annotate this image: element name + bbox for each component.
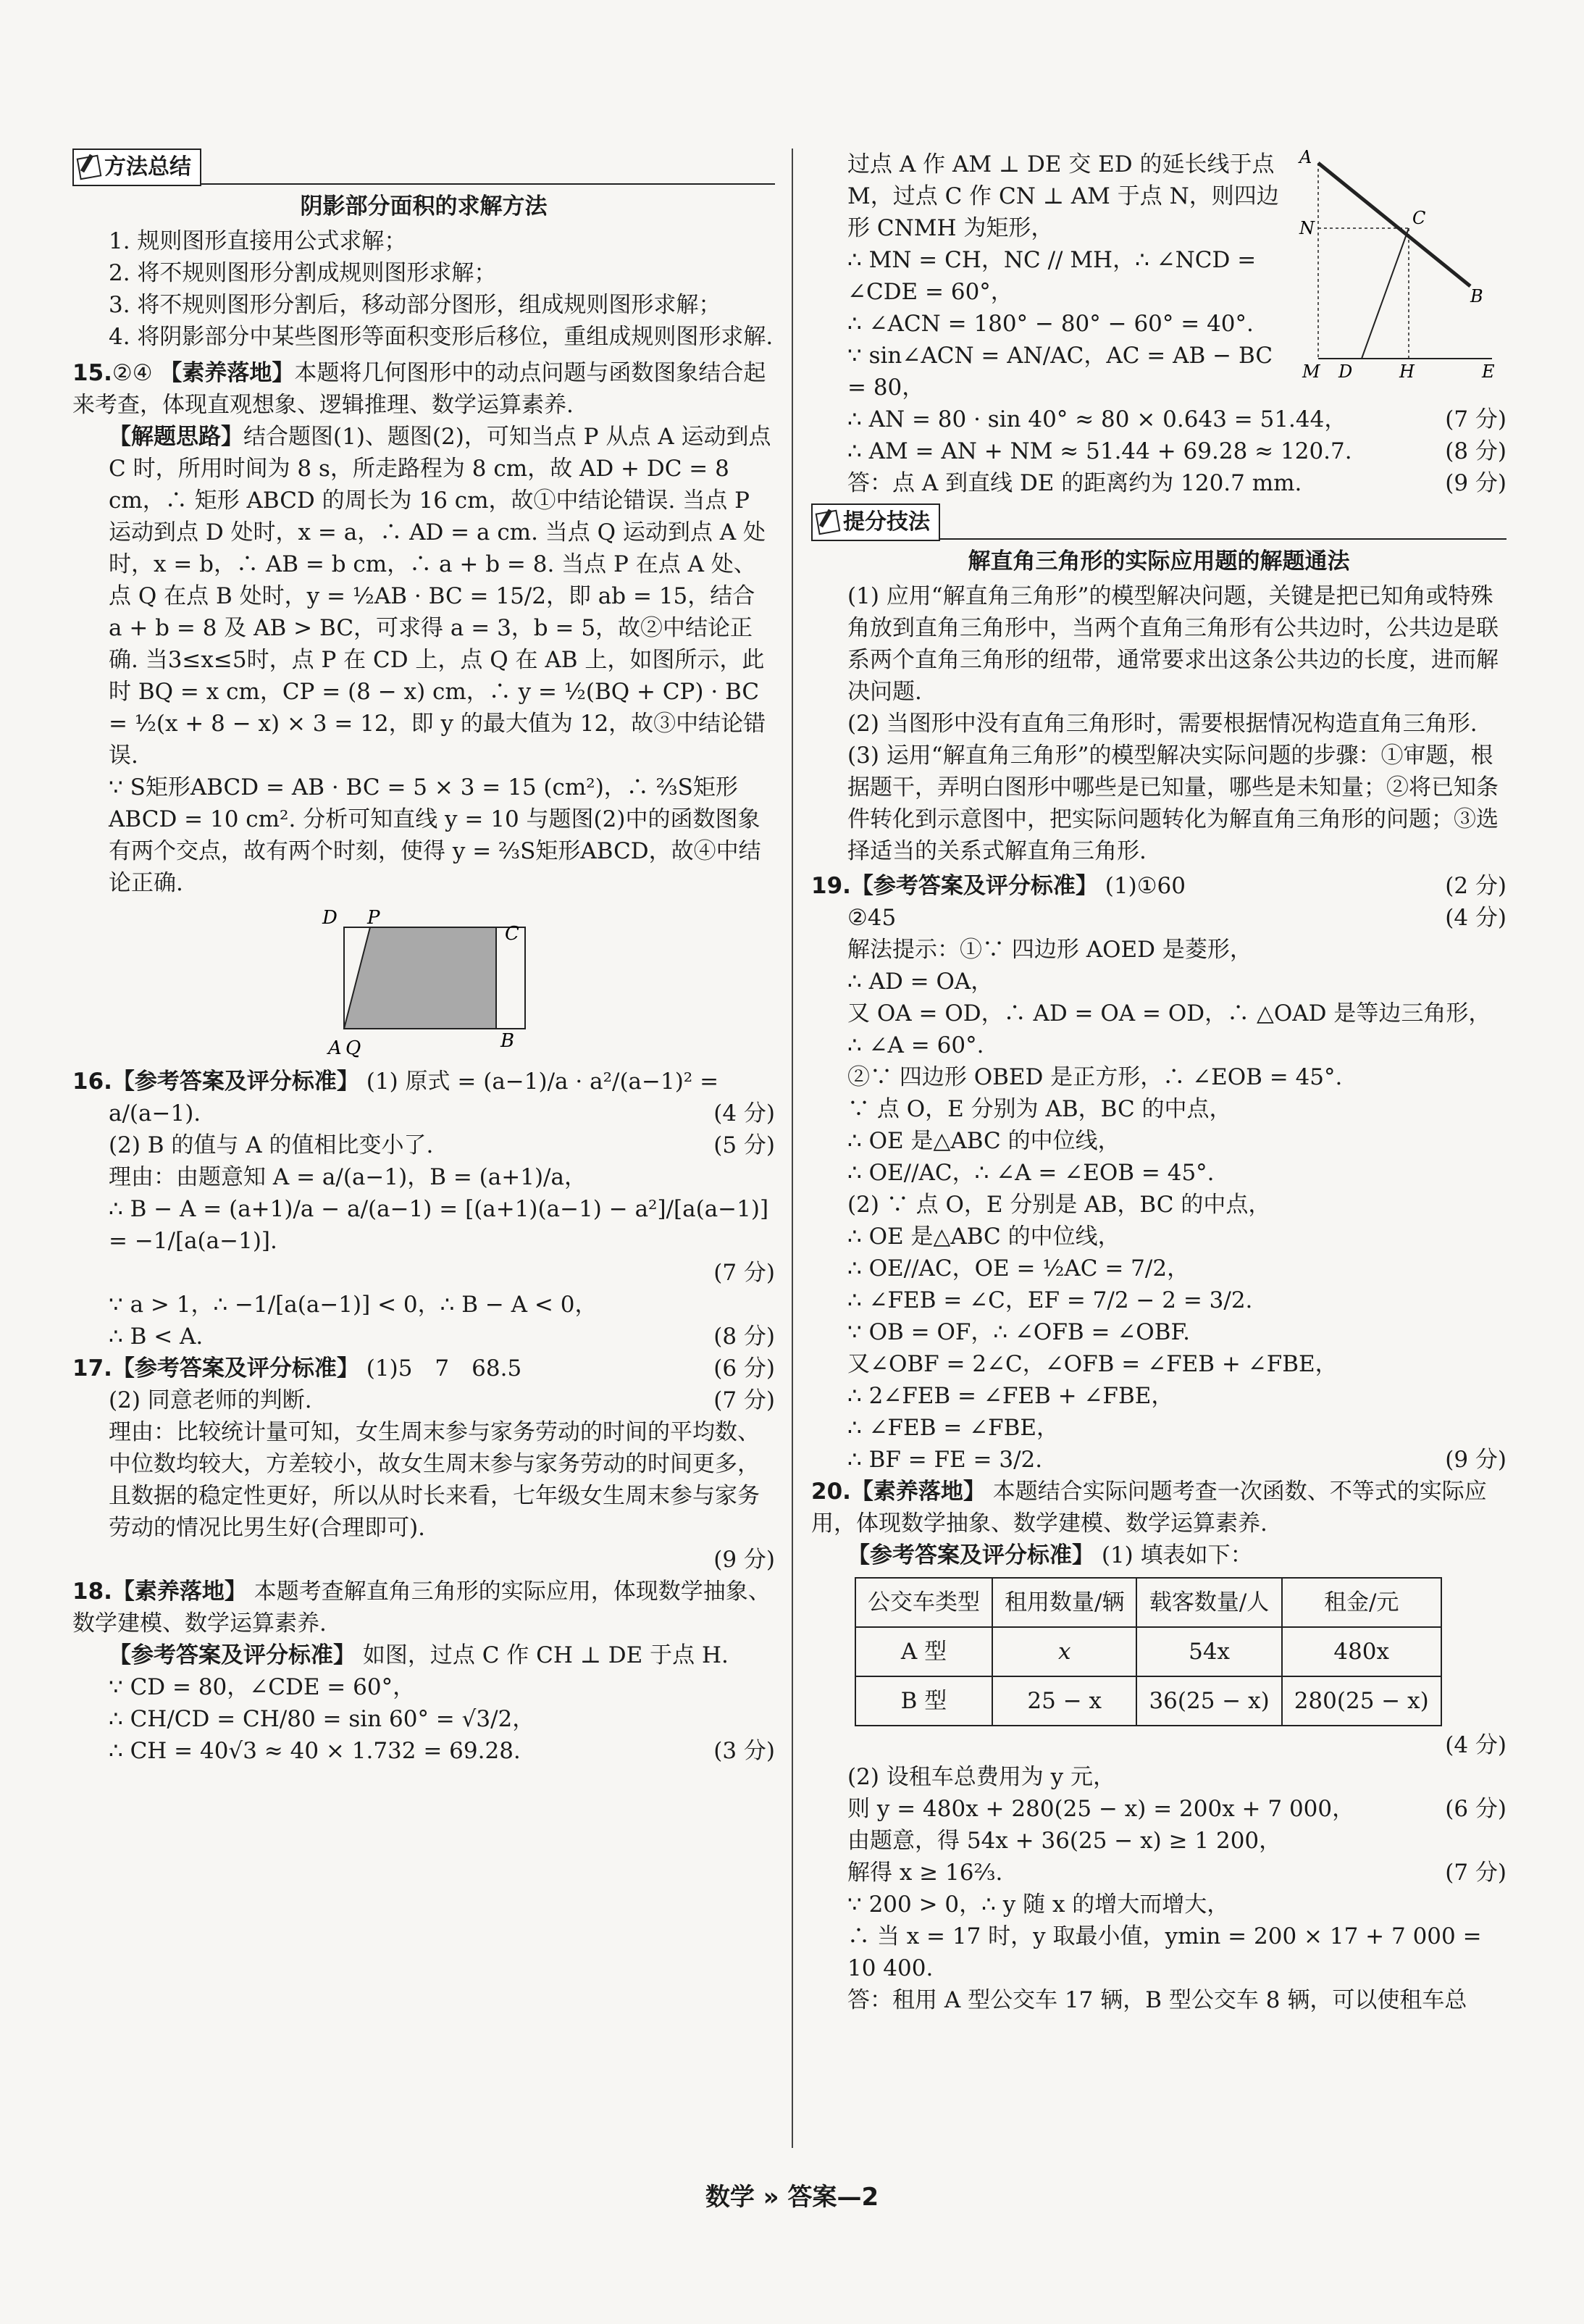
q18-line: ∴ MN = CH，NC // MH，∴ ∠NCD = ∠CDE = 60°， <box>847 247 1257 305</box>
q16-line: a/(a−1). <box>109 1100 201 1127</box>
tip-paragraph: (3) 运用“解直角三角形”的模型解决实际问题的步骤：①审题，根据题干，弄明白图形中哪些是已知量，哪些是未知量；②将已知条件转化到示意图中，把实际问题转化为解直角三角形的问题；③选择适当的关系式解直角三角形. <box>847 743 1499 864</box>
question-18-continued <box>811 149 1507 499</box>
q16-line: (1) 原式 = (a−1)/a · a²/(a−1)² = <box>366 1069 719 1095</box>
question-19 <box>811 870 1507 1476</box>
q16-score: (8 分) <box>713 1324 775 1350</box>
q19-line: ∵ OB = OF，∴ ∠OFB = ∠OBF. <box>847 1319 1191 1345</box>
q19-line: ∴ OE 是△ABC 的中位线， <box>847 1224 1120 1250</box>
q18-line: ∴ CH/CD = CH/80 = sin 60° = √3/2， <box>109 1706 535 1732</box>
q18-tag2: 【参考答案及评分标准】 <box>109 1642 356 1668</box>
q18-score: (3 分) <box>713 1738 775 1764</box>
q18-geometry-figure <box>1296 149 1507 380</box>
q20-score: (4 分) <box>1445 1732 1507 1758</box>
question-18 <box>72 1576 775 1767</box>
tip-box-label: 提分技法 <box>843 509 930 535</box>
q19-line: ∴ OE//AC，∴ ∠A = ∠EOB = 45°. <box>847 1160 1215 1186</box>
q20-line: 解得 x ≥ 16⅔. <box>847 1860 1003 1886</box>
q19-line: ∴ AD = OA， <box>847 969 994 995</box>
q19-line: ∴ ∠FEB = ∠FBE， <box>847 1415 1060 1441</box>
pencil-icon <box>77 155 102 180</box>
fig-label-d: D <box>322 909 338 929</box>
q19-line: ∵ 点 O，E 分别为 AB，BC 的中点， <box>847 1096 1232 1122</box>
q15-area-text: ∵ S矩形ABCD = AB · BC = 5 × 3 = 15 (cm²)，∴ ⅔S矩形ABCD = 10 cm². 分析可知直线 y = 10 与题图(2)中的函数图象有两个交点，故有两个时刻，使得 y = ⅔S矩形ABCD，故④中结论正确. <box>109 774 761 896</box>
fig-label-m: M <box>1302 361 1320 380</box>
q19-line: 解法提示：①∵ 四边形 AOED 是菱形， <box>847 937 1252 963</box>
q20-line: 由题意，得 54x + 36(25 − x) ≥ 1 200， <box>847 1828 1282 1854</box>
q16-score: (7 分) <box>713 1260 775 1286</box>
tip-paragraph: (2) 当图形中没有直角三角形时，需要根据情况构造直角三角形. <box>847 711 1478 737</box>
q15-tag: 【素养落地】 <box>159 360 295 386</box>
q20-intro: 本题结合实际问题考查一次函数、不等式的实际应用，体现数学抽象、数学建模、数学运算素养. <box>811 1479 1487 1537</box>
table-header-cell: 载客数量/人 <box>1136 1578 1281 1627</box>
q19-number: 19. <box>811 873 851 899</box>
table-cell: 36(25 − x) <box>1136 1676 1281 1726</box>
q18-tag: 【素养落地】 <box>112 1579 247 1605</box>
q19-score: (9 分) <box>1445 1447 1507 1473</box>
q19-line: ∴ ∠FEB = ∠C，EF = 7/2 − 2 = 3/2. <box>847 1287 1253 1313</box>
tip-box <box>811 503 1507 867</box>
q18-answer: 答：点 A 到直线 DE 的距离约为 120.7 mm. <box>847 470 1302 496</box>
q18-line: ∴ AN = 80 · sin 40° ≈ 80 × 0.643 = 51.44， <box>847 406 1347 432</box>
q18-score: (8 分) <box>1445 438 1507 464</box>
q17-score: (9 分) <box>713 1547 775 1573</box>
q19-tag: 【参考答案及评分标准】 <box>850 873 1098 899</box>
bus-rental-table <box>855 1577 1442 1726</box>
q15-number: 15. <box>72 360 112 386</box>
q20-score: (6 分) <box>1445 1796 1507 1822</box>
q20-number: 20. <box>811 1479 851 1505</box>
q18-line: ∴ AM = AN + NM ≈ 51.44 + 69.28 ≈ 120.7. <box>847 438 1352 464</box>
method-summary-title: 阴影部分面积的求解方法 <box>300 193 548 220</box>
table-cell: 54x <box>1136 1627 1281 1676</box>
question-16 <box>72 1066 775 1353</box>
q18-line: 过点 A 作 AM ⊥ DE 交 ED 的延长线于点 M，过点 C 作 CN ⊥ AM 于点 N，则四边形 CNMH 为矩形， <box>847 151 1279 241</box>
q19-line: ∴ OE 是△ABC 的中位线， <box>847 1128 1120 1154</box>
q19-line: 又∠OBF = 2∠C，∠OFB = ∠FEB + ∠FBE， <box>847 1351 1338 1377</box>
q19-line: ∴ 2∠FEB = ∠FEB + ∠FBE， <box>847 1383 1174 1409</box>
question-17 <box>72 1353 775 1576</box>
fig-label-c: C <box>1412 208 1426 228</box>
q15-rectangle-figure <box>315 909 532 1061</box>
q18-number: 18. <box>72 1579 112 1605</box>
table-header-cell: 公交车类型 <box>855 1578 992 1627</box>
q18-line: ∴ CH = 40√3 ≈ 40 × 1.732 = 69.28. <box>109 1738 521 1764</box>
fig-label-n: N <box>1299 218 1315 238</box>
fig-label-q: Q <box>345 1037 361 1059</box>
q19-line: ∴ BF = FE = 3/2. <box>847 1447 1043 1473</box>
q17-score: (6 分) <box>713 1355 775 1382</box>
question-20 <box>811 1476 1507 2016</box>
table-cell: x <box>992 1627 1136 1676</box>
column-divider <box>792 149 793 2148</box>
tip-box-title: 解直角三角形的实际应用题的解题通法 <box>968 548 1350 574</box>
fig-label-p: P <box>367 909 380 929</box>
q16-line: (2) B 的值与 A 的值相比变小了. <box>109 1132 434 1158</box>
fig-label-c: C <box>505 923 519 945</box>
q18-intro: 本题考查解直角三角形的实际应用，体现数学抽象、数学建模、数学运算素养. <box>72 1579 771 1637</box>
tip-paragraph: (1) 应用“解直角三角形”的模型解决问题，关键是把已知角或特殊角放到直角三角形中，当两个直角三角形有公共边时，公共边是联系两个直角三角形的纽带，通常要求出这条公共边的长度，进而解决问题. <box>847 583 1499 705</box>
q16-line: ∵ a > 1，∴ −1/[a(a−1)] < 0，∴ B − A < 0， <box>109 1292 598 1318</box>
q20-score: (7 分) <box>1445 1860 1507 1886</box>
q18-line: ∴ ∠ACN = 180° − 80° − 60° = 40°. <box>847 311 1254 337</box>
fig-label-b: B <box>500 1030 515 1052</box>
q17-line: 理由：比较统计量可知，女生周末参与家务劳动的时间的平均数、中位数均较大，方差较小，故女生周末参与家务劳动的时间更多，且数据的稳定性更好，所以从时长来看，七年级女生周末参与家务劳动的情况比男生好(合理即可). <box>109 1419 760 1541</box>
method-summary-label: 方法总结 <box>104 154 191 180</box>
q20-line: (2) 设租车总费用为 y 元， <box>847 1764 1115 1790</box>
q15-idea-tag: 【解题思路】 <box>109 424 243 450</box>
q16-number: 16. <box>72 1069 112 1095</box>
q17-number: 17. <box>72 1355 112 1382</box>
table-cell: A 型 <box>855 1627 992 1676</box>
table-cell: 280(25 − x) <box>1282 1676 1441 1726</box>
q18-line: 如图，过点 C 作 CH ⊥ DE 于点 H. <box>362 1642 729 1668</box>
table-row <box>855 1676 1441 1726</box>
method-summary-box <box>72 149 775 353</box>
method-item: 2. 将不规则图形分割成规则图形求解； <box>109 260 497 286</box>
q18-score: (7 分) <box>1445 406 1507 432</box>
q16-tag: 【参考答案及评分标准】 <box>112 1069 359 1095</box>
q20-line: (1) 填表如下： <box>1101 1542 1253 1568</box>
question-15 <box>72 357 775 1061</box>
method-item: 3. 将不规则图形分割后，移动部分图形，组成规则图形求解； <box>109 292 721 318</box>
q20-line: ∴ 当 x = 17 时，y 取最小值，ymin = 200 × 17 + 7 000 = 10 400. <box>847 1923 1482 1981</box>
method-item: 4. 将阴影部分中某些图形等面积变形后移位，重组成规则图形求解. <box>109 324 774 350</box>
q17-line: (1)5 7 68.5 <box>366 1355 522 1382</box>
q19-line: ②45 <box>847 905 897 931</box>
q16-score: (5 分) <box>713 1132 775 1158</box>
q19-line: (1)①60 <box>1105 873 1186 899</box>
q18-line: ∵ sin∠ACN = AN/AC，AC = AB − BC = 80， <box>847 343 1273 401</box>
left-column <box>72 149 775 1767</box>
q19-line: ∴ ∠A = 60°. <box>847 1032 984 1058</box>
fig-label-d: D <box>1338 361 1353 380</box>
table-cell: B 型 <box>855 1676 992 1726</box>
fig-label-h: H <box>1399 361 1415 380</box>
q15-intro: 本题将几何图形中的动点问题与函数图象结合起来考查，体现直观想象、逻辑推理、数学运算素养. <box>72 360 766 418</box>
fig-label-a: A <box>328 1037 342 1059</box>
q16-line: ∴ B − A = (a+1)/a − a/(a−1) = [(a+1)(a−1) − a²]/[a(a−1)] = −1/[a(a−1)]. <box>109 1196 769 1254</box>
table-header-row <box>855 1578 1441 1627</box>
q19-score: (2 分) <box>1445 873 1507 899</box>
q15-answer: ②④ <box>112 360 153 386</box>
q18-score: (9 分) <box>1445 470 1507 496</box>
q16-line: 理由：由题意知 A = a/(a−1)，B = (a+1)/a， <box>109 1164 587 1190</box>
q18-line: ∵ CD = 80，∠CDE = 60°， <box>109 1674 416 1700</box>
q20-line: ∵ 200 > 0，∴ y 随 x 的增大而增大， <box>847 1892 1230 1918</box>
table-cell: 480x <box>1282 1627 1441 1676</box>
q20-line: 则 y = 480x + 280(25 − x) = 200x + 7 000， <box>847 1796 1355 1822</box>
fig-label-a: A <box>1299 149 1312 167</box>
method-item: 1. 规则图形直接用公式求解； <box>109 228 407 254</box>
table-cell: 25 − x <box>992 1676 1136 1726</box>
fig-label-b: B <box>1470 286 1483 306</box>
table-header-cell: 租用数量/辆 <box>992 1578 1136 1627</box>
q19-line: (2) ∵ 点 O，E 分别是 AB，BC 的中点， <box>847 1192 1271 1218</box>
q20-tag: 【素养落地】 <box>850 1479 986 1505</box>
fig-label-e: E <box>1482 361 1495 380</box>
table-header-cell: 租金/元 <box>1282 1578 1441 1627</box>
q20-tag2: 【参考答案及评分标准】 <box>847 1542 1094 1568</box>
q19-line: ∴ OE//AC，OE = ½AC = 7/2， <box>847 1255 1190 1282</box>
q15-idea-text: 结合题图(1)、题图(2)，可知当点 P 从点 A 运动到点 C 时，所用时间为 8 s，所走路程为 8 cm，故 AD + DC = 8 cm，∴ 矩形 ABCD 的周长为 16 cm，故①中结论错误. 当点 P 运动到点 D 处时，x = a，∴ AD = a cm. 当点 Q 运动到点 A 处时，x = b，∴ AB = b cm，∴ a + b = 8. 当点 P 在点 A 处、点 Q 在点 B 处时，y = ½AB · BC = 15/2，即 ab = 15，结合 a + b = 8 及 AB > BC，可求得 a = 3，b = 5，故②中结论正确. 当3≤x≤5时，点 P 在 CD 上，点 Q 在 AB 上，如图所示，此时 BQ = x cm，CP = (8 − x) cm，∴ y = ½(BQ + CP) · BC = ½(x + 8 − x) × 3 = 12，即 y 的最大值为 12，故③中结论错误. <box>109 424 771 769</box>
q16-score: (4 分) <box>713 1100 775 1127</box>
q17-tag: 【参考答案及评分标准】 <box>112 1355 359 1382</box>
q16-line: ∴ B < A. <box>109 1324 204 1350</box>
q20-line: 答：租用 A 型公交车 17 辆，B 型公交车 8 辆，可以使租车总 <box>847 1987 1467 2013</box>
q19-score: (4 分) <box>1445 905 1507 931</box>
table-row <box>855 1627 1441 1676</box>
page-footer: 数学 » 答案—2 <box>705 2183 879 2212</box>
q17-line: (2) 同意老师的判断. <box>109 1387 312 1413</box>
q17-score: (7 分) <box>713 1387 775 1413</box>
pencil-icon <box>816 510 841 535</box>
q19-line: ②∵ 四边形 OBED 是正方形，∴ ∠EOB = 45°. <box>847 1064 1343 1090</box>
q19-line: 又 OA = OD，∴ AD = OA = OD，∴ △OAD 是等边三角形， <box>847 1000 1491 1027</box>
right-column <box>811 149 1507 2016</box>
